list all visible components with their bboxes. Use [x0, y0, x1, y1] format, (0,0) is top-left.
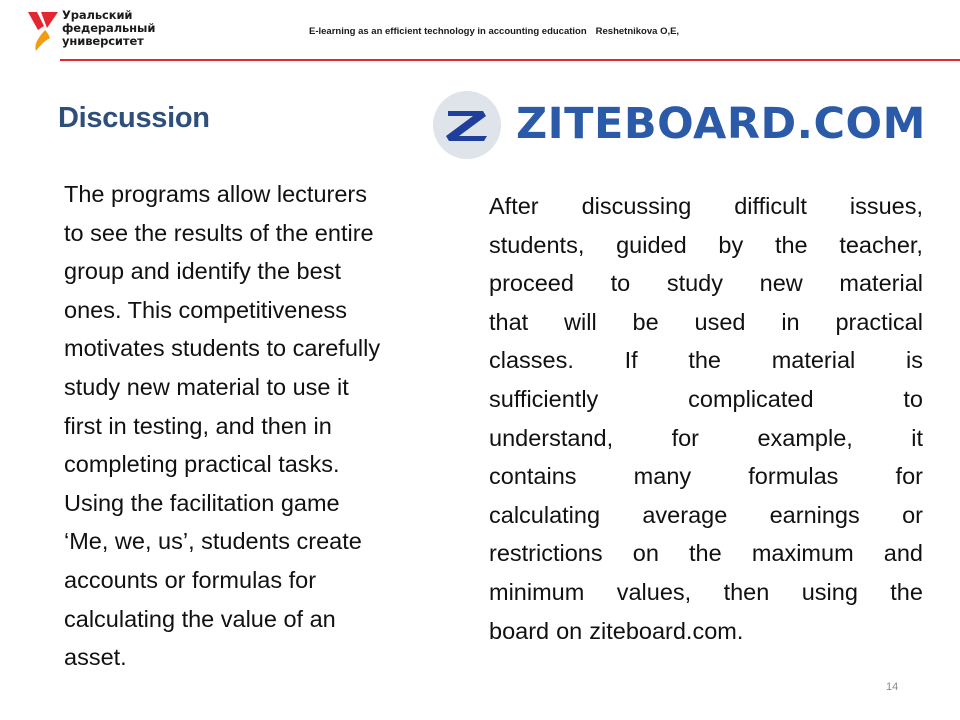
- slide-header: [0, 0, 960, 62]
- left-text-line: asset.: [64, 644, 127, 671]
- right-text-word: the: [774, 231, 808, 258]
- right-text-word: for: [671, 424, 699, 451]
- right-text-line: [489, 496, 923, 535]
- right-text-word: average: [642, 501, 728, 528]
- right-text-column: [489, 187, 923, 650]
- right-text-word: in: [781, 308, 800, 335]
- right-text-word: formulas: [748, 463, 839, 490]
- right-text-word: values,: [616, 578, 692, 605]
- left-text-line: study new material to use it: [64, 373, 349, 400]
- right-text-line: [489, 341, 923, 380]
- ziteboard-wordmark: ZITEBOARD.COM: [516, 99, 926, 149]
- right-text-word: many: [633, 463, 692, 490]
- right-text-word: proceed: [489, 270, 574, 297]
- right-text-word: understand,: [489, 424, 614, 451]
- left-text-line: completing practical tasks.: [64, 451, 340, 478]
- right-text-word: material: [771, 347, 856, 374]
- left-text-line: group and identify the best: [64, 258, 341, 285]
- right-text-word: maximum: [751, 540, 854, 567]
- left-text-line: to see the results of the entire: [64, 219, 374, 246]
- header-divider: [60, 59, 960, 61]
- right-text-word: board: [489, 617, 550, 644]
- right-text-word: material: [839, 270, 923, 297]
- right-text-line: [489, 303, 923, 342]
- right-text-word: sufficiently: [489, 385, 599, 412]
- right-text-word: to: [610, 270, 631, 297]
- right-text-word: be: [632, 308, 659, 335]
- left-text-line: ‘Me, we, us’, students create: [64, 528, 362, 555]
- right-text-line: [489, 573, 923, 612]
- right-text-word: the: [688, 347, 721, 374]
- right-text-word: teacher,: [839, 231, 923, 258]
- presentation-title: [309, 26, 679, 37]
- right-text-word: and: [883, 540, 923, 567]
- right-text-word: then: [723, 578, 770, 605]
- right-text-word: restrictions: [489, 540, 603, 567]
- university-name-line-1: Уральский: [62, 8, 133, 22]
- ziteboard-z-icon: [432, 90, 502, 160]
- right-text-word: the: [890, 578, 923, 605]
- right-text-line: [489, 380, 923, 419]
- right-text-word: complicated: [688, 385, 814, 412]
- presentation-author: Reshetnikova O,E,: [595, 26, 680, 37]
- right-text-word: practical: [835, 308, 923, 335]
- right-text-word: the: [689, 540, 722, 567]
- right-text-line: [489, 534, 923, 573]
- right-text-word: or: [902, 501, 923, 528]
- right-text-word: contains: [489, 463, 577, 490]
- left-text-line: first in testing, and then in: [64, 412, 332, 439]
- right-text-word: discussing: [581, 193, 692, 219]
- right-text-word: example,: [757, 424, 853, 451]
- left-text-line: calculating the value of an: [64, 605, 336, 632]
- right-text-word: classes.: [489, 347, 574, 374]
- right-text-word: After: [489, 193, 539, 219]
- right-text-line: [489, 226, 923, 265]
- right-text-word: earnings: [769, 501, 860, 528]
- right-text-word: study: [666, 270, 723, 297]
- right-text-word: by: [718, 231, 744, 258]
- left-text-line: Using the facilitation game: [64, 489, 340, 516]
- right-text-word: minimum: [489, 578, 585, 605]
- slide-title: Discussion: [58, 102, 210, 134]
- right-text-word: calculating: [489, 501, 601, 528]
- university-name-line-3: университет: [62, 34, 144, 48]
- left-text-column: [64, 175, 474, 677]
- page-number: 14: [886, 681, 899, 693]
- university-name: [62, 9, 155, 48]
- left-text-line: accounts or formulas for: [64, 566, 317, 593]
- right-text-word: for: [895, 463, 923, 490]
- left-text-line: ones. This competitiveness: [64, 296, 348, 323]
- right-text-word: on: [556, 617, 583, 644]
- right-text-word: new: [759, 270, 803, 297]
- right-text-word: is: [905, 347, 923, 374]
- right-text-word: difficult: [734, 193, 807, 219]
- presentation-title-text: E-learning as an efficient technology in accounting education: [309, 26, 587, 37]
- right-text-word: using: [801, 578, 858, 605]
- right-text-line: [489, 187, 923, 226]
- left-text-line: motivates students to carefully: [64, 335, 381, 362]
- university-name-line-2: федеральный: [62, 21, 156, 35]
- right-text-word: If: [624, 347, 638, 374]
- right-text-word: issues,: [849, 193, 923, 219]
- right-text-word: to: [903, 385, 923, 412]
- right-text-line: [489, 457, 923, 496]
- right-text-line: [489, 264, 923, 303]
- left-text-line: The programs allow lecturers: [64, 181, 367, 207]
- right-text-word: will: [564, 308, 597, 335]
- right-text-word: used: [694, 308, 746, 335]
- right-text-word: on: [632, 540, 659, 567]
- right-text-word: ziteboard.com.: [589, 617, 744, 644]
- right-text-line: [489, 419, 923, 458]
- right-text-word: it: [911, 424, 923, 451]
- right-text-line: [489, 612, 923, 651]
- right-text-word: guided: [616, 231, 687, 258]
- ural-university-logo-icon: [28, 10, 58, 52]
- right-text-word: that: [489, 308, 529, 335]
- right-text-word: students,: [489, 231, 585, 258]
